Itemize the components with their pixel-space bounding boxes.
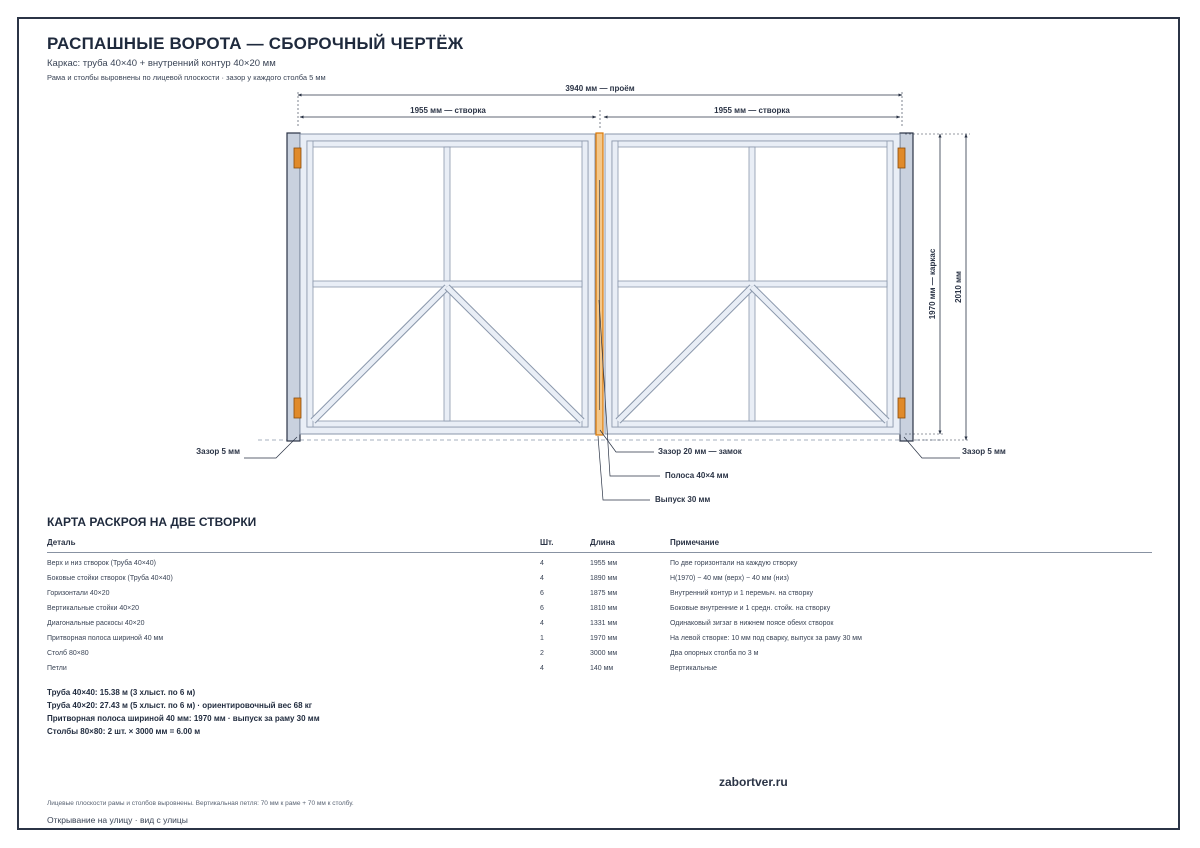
dim-frame-height-label: 1970 мм — каркас — [928, 248, 937, 320]
table-row: Горизонтали 40×20 6 1875 мм Внутренний контур и 1 перемыч. на створку — [47, 590, 813, 597]
table-row: Столб 80×80 2 3000 мм Два опорных столба по 3 м — [47, 650, 759, 657]
table-row: Петли 4 140 мм Вертикальные — [47, 665, 718, 672]
page-note: Рама и столбы выровнены по лицевой плоскости · зазор у каждого столба 5 мм — [47, 73, 326, 82]
col-header-qty: Шт. — [540, 538, 554, 547]
left-leaf — [300, 134, 595, 434]
left-post — [287, 133, 300, 441]
table-row: Боковые стойки створок (Труба 40×40) 4 1890 мм H(1970) − 40 мм (верх) − 40 мм (низ) — [47, 575, 790, 582]
col-header-length: Длина — [590, 538, 615, 547]
page-subtitle: Каркас: труба 40×40 + внутренний контур 40×20 мм — [47, 58, 276, 69]
summary-line: Труба 40×20: 27.43 м (5 хлыст. по 6 м) · ориентировочный вес 68 кг — [47, 701, 313, 710]
svg-text:Зазор 20 мм — замок: Зазор 20 мм — замок — [658, 447, 742, 456]
footer-note: Лицевые плоскости рамы и столбов выровнены. Вертикальная петля: 70 мм к раме + 70 мм к столбу. — [47, 800, 354, 807]
dim-opening-label: 3940 мм — проём — [565, 84, 635, 93]
cut-table-title: КАРТА РАСКРОЯ НА ДВЕ СТВОРКИ — [47, 515, 257, 529]
summary-line: Столбы 80×80: 2 шт. × 3000 мм = 6.00 м — [47, 727, 201, 736]
table-header-divider — [47, 552, 1152, 553]
page-title: РАСПАШНЫЕ ВОРОТА — СБОРОЧНЫЙ ЧЕРТЁЖ — [47, 34, 464, 53]
dim-leaves — [300, 106, 900, 128]
col-header-note: Примечание — [670, 538, 720, 547]
dim-leaf-left-label: 1955 мм — створка — [410, 106, 486, 115]
svg-text:Зазор 5 мм: Зазор 5 мм — [196, 447, 240, 456]
col-header-part: Деталь — [47, 538, 76, 547]
right-leaf — [605, 134, 900, 434]
svg-text:Полоса 40×4 мм: Полоса 40×4 мм — [665, 471, 729, 480]
dim-opening — [298, 84, 902, 128]
svg-text:Выпуск 30 мм: Выпуск 30 мм — [655, 495, 711, 504]
site-link[interactable]: zabortver.ru — [719, 775, 788, 789]
dim-total-height-label: 2010 мм — [954, 271, 963, 303]
table-row: Вертикальные стойки 40×20 6 1810 мм Боковые внутренние и 1 средн. стойк. на створку — [47, 605, 831, 612]
footer-view: Открывание на улицу · вид с улицы — [47, 815, 188, 825]
dim-heights — [905, 134, 970, 440]
table-row: Притворная полоса шириной 40 мм 1 1970 мм На левой створке: 10 мм под сварку, выпуск за раму 30 мм — [47, 635, 862, 642]
table-row: Верх и низ створок (Труба 40×40) 4 1955 мм По две горизонтали на каждую створку — [47, 560, 798, 567]
right-post — [900, 133, 913, 441]
summary-line: Труба 40×40: 15.38 м (3 хлыст. по 6 м) — [47, 688, 196, 697]
svg-text:Зазор 5 мм: Зазор 5 мм — [962, 447, 1006, 456]
summary-line: Притворная полоса шириной 40 мм: 1970 мм · выпуск за раму 30 мм — [47, 714, 320, 723]
table-row: Диагональные раскосы 40×20 4 1331 мм Одинаковый зигзаг в нижнем поясе обеих створок — [47, 620, 834, 627]
dim-leaf-right-label: 1955 мм — створка — [714, 106, 790, 115]
